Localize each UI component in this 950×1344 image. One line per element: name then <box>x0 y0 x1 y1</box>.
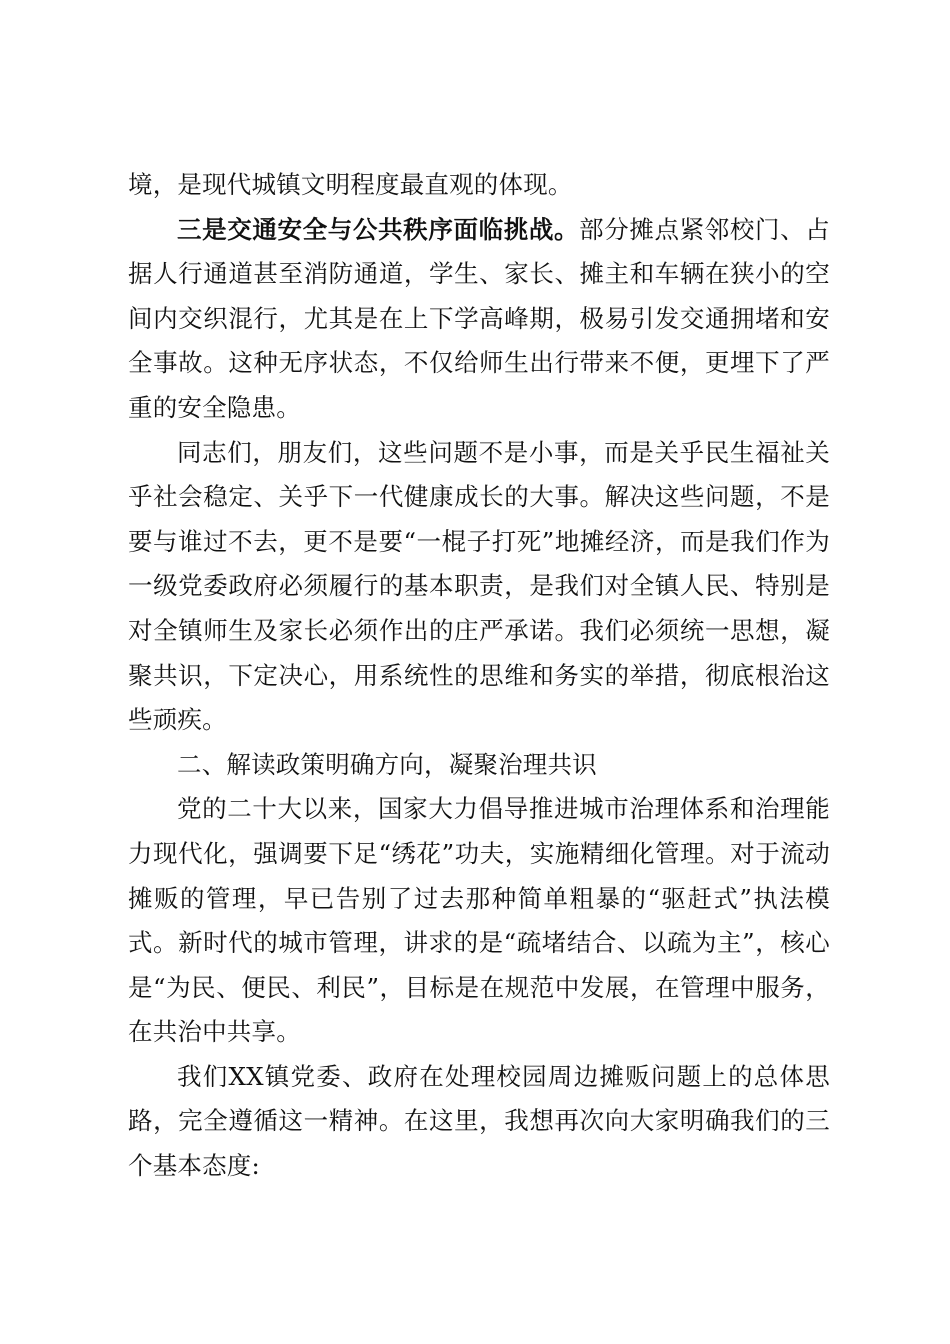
paragraph-traffic-safety <box>128 208 830 431</box>
section-heading-2 <box>128 743 830 788</box>
paragraph-policy <box>128 787 830 1055</box>
paragraph-text: 部分摊点紧邻校门、占据人行通道甚至消防通道，学生、家长、摊主和车辆在狭小的空间内交织混行，尤其是在上下学高峰期，极易引发交通拥堵和安全事故。这种无序状态，不仅给师生出行带来不便，更埋下了严重的安全隐患。 <box>128 214 830 422</box>
paragraph-continuation <box>128 163 830 208</box>
paragraph-text: 同志们，朋友们，这些问题不是小事，而是关乎民生福祉关乎社会稳定、关乎下一代健康成长的大事。解决这些问题，不是要与谁过不去，更不是要“一棍子打死”地摊经济，而是我们作为一级党委政府必须履行的基本职责，是我们对全镇人民、特别是对全镇师生及家长必须作出的庄严承诺。我们必须统一思想，凝聚共识，下定决心，用系统性的思维和务实的举措，彻底根治这些顽疾。 <box>128 437 830 735</box>
document-page <box>128 163 830 1189</box>
paragraph-comrades <box>128 431 830 743</box>
paragraph-lead-heading: 三是交通安全与公共秩序面临挑战。 <box>177 214 580 244</box>
paragraph-text: 党的二十大以来，国家大力倡导推进城市治理体系和治理能力现代化，强调要下足“绣花”功夫，实施精细化管理。对于流动摊贩的管理，早已告别了过去那种简单粗暴的“驱赶式”执法模式。新时代的城市管理，讲求的是“疏堵结合、以疏为主”，核心是“为民、便民、利民”，目标是在规范中发展，在管理中服务，在共治中共享。 <box>128 794 830 1047</box>
paragraph-text: 境，是现代城镇文明程度最直观的体现。 <box>128 170 573 199</box>
section-heading-text: 二、解读政策明确方向，凝聚治理共识 <box>177 749 597 779</box>
paragraph-text: 我们XX镇党委、政府在处理校园周边摊贩问题上的总体思路，完全遵循这一精神。在这里，我想再次向大家明确我们的三个基本态度: <box>128 1061 830 1181</box>
paragraph-attitudes <box>128 1055 830 1189</box>
